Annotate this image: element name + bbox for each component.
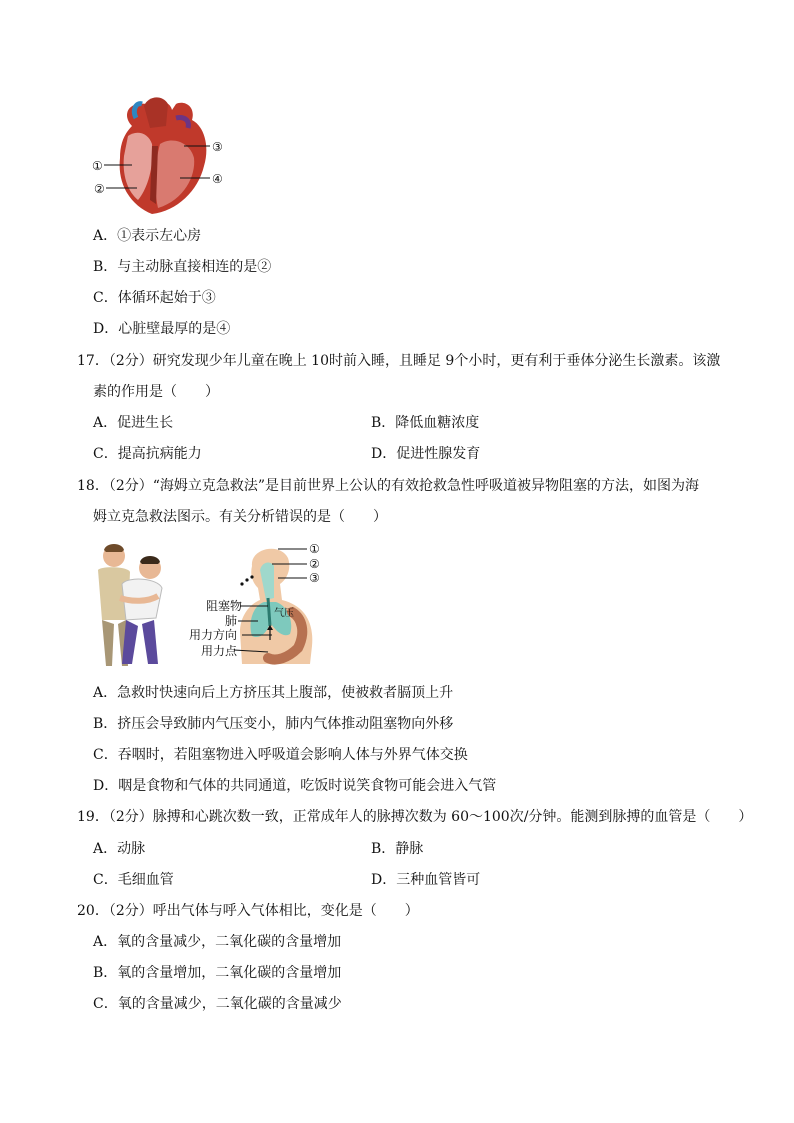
q17-option-c: C．提高抗病能力 [93, 446, 202, 462]
q18-option-b: B．挤压会导致肺内气压变小，肺内气体推动阻塞物向外移 [93, 716, 454, 732]
q18-stem-line1: 18．（2分）“海姆立克急救法”是目前世界上公认的有效抢救急性呼吸道被异物阻塞的方法，如图为海 [77, 478, 700, 494]
q17-option-a: A．促进生长 [93, 415, 174, 431]
heart-label-4: ④ [212, 172, 223, 186]
q20-option-a: A．氧的含量减少，二氧化碳的含量增加 [93, 934, 342, 950]
heart-label-2: ② [94, 182, 105, 196]
heimlich-label-3: ③ [309, 571, 320, 585]
q19-stem: 19．（2分）脉搏和心跳次数一致，正常成年人的脉搏次数为 60～100次/分钟。能测到脉搏的血管是（ ） [77, 809, 753, 825]
label-blockage: 阻塞物 [206, 599, 243, 613]
q20-option-c: C．氧的含量减少，二氧化碳的含量减少 [93, 996, 342, 1012]
heart-label-1: ① [92, 159, 103, 173]
q17-option-d: D．促进性腺发育 [371, 446, 481, 462]
label-lung: 肺 [225, 614, 238, 628]
q17-option-b: B．降低血糖浓度 [371, 415, 480, 431]
q16-option-a: A．①表示左心房 [93, 228, 202, 244]
q20-stem: 20．（2分）呼出气体与呼入气体相比，变化是（ ） [77, 903, 419, 919]
q18-option-d: D．咽是食物和气体的共同通道，吃饭时说笑食物可能会进入气管 [93, 778, 497, 794]
heart-label-3: ③ [212, 140, 223, 154]
q19-option-b: B．静脉 [371, 841, 424, 857]
q17-stem-line2: 素的作用是（ ） [93, 384, 219, 400]
q16-option-c: C．体循环起始于③ [93, 290, 216, 306]
q16-option-d: D．心脏壁最厚的是④ [93, 321, 231, 337]
heimlich-diagram [92, 540, 332, 668]
q18-stem-line2: 姆立克急救法图示。有关分析错误的是（ ） [93, 509, 387, 525]
q16-option-b: B．与主动脉直接相连的是② [93, 259, 272, 275]
q19-option-a: A．动脉 [93, 841, 146, 857]
label-force-point: 用力点 [201, 644, 238, 658]
q19-option-d: D．三种血管皆可 [371, 872, 481, 888]
q18-option-c: C．吞咽时，若阻塞物进入呼吸道会影响人体与外界气体交换 [93, 747, 468, 763]
label-air-pressure: 气压 [274, 608, 294, 619]
heimlich-label-1: ① [309, 542, 320, 556]
label-force-direction: 用力方向 [189, 628, 238, 642]
q18-option-a: A．急救时快速向后上方挤压其上腹部，使被救者膈顶上升 [93, 685, 454, 701]
heimlich-label-2: ② [309, 557, 320, 571]
q19-option-c: C．毛细血管 [93, 872, 174, 888]
heart-diagram [92, 96, 232, 218]
q20-option-b: B．氧的含量增加，二氧化碳的含量增加 [93, 965, 342, 981]
heart-illustration [120, 97, 207, 214]
q17-stem-line1: 17．（2分）研究发现少年儿童在晚上 10时前入睡，且睡足 9个小时，更有利于垂体分泌生长激素。该激 [77, 353, 721, 369]
